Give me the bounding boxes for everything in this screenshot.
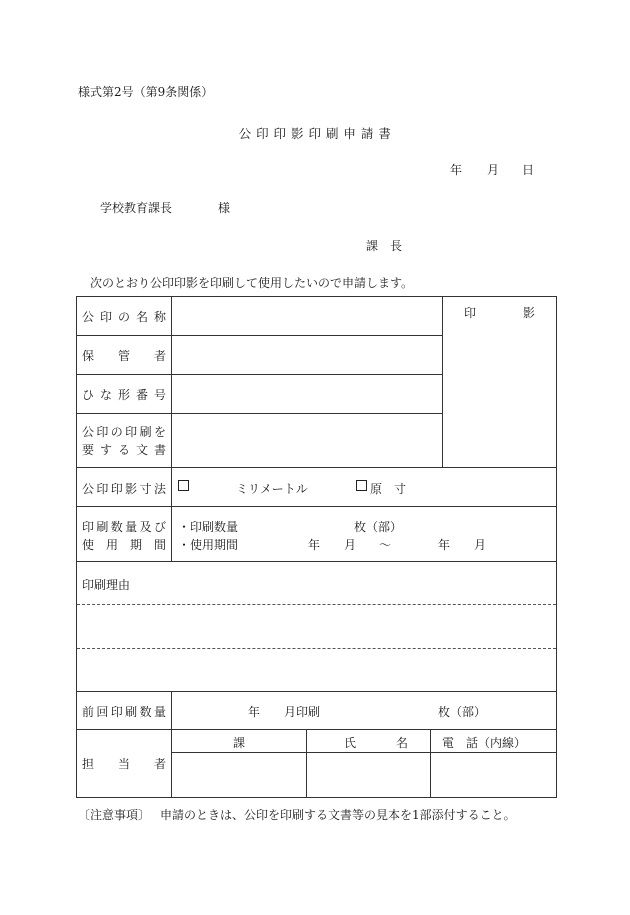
period-month-1: 月	[344, 538, 357, 552]
previous-unit: 枚（部）	[438, 705, 487, 719]
previous-month-printed: 月印刷	[284, 705, 321, 719]
staff-phone-header: 電 話（内線）	[442, 736, 527, 750]
print-quantity-label: ・印刷数量	[178, 520, 239, 534]
period-year-1: 年	[308, 538, 321, 552]
label-seal-name: 公 印 の 名 称	[82, 310, 166, 324]
label-quantity-line1: 印 刷 数 量 及 び	[82, 520, 166, 534]
period-year-2: 年	[438, 538, 451, 552]
date-year-label: 年	[450, 163, 463, 177]
staff-name-header-2: 名	[396, 736, 409, 750]
label-seal-size: 公 印 印 影 寸 法	[82, 482, 166, 496]
label-previous-quantity: 前 回 印 刷 数 量	[82, 705, 166, 719]
usage-period-label: ・使用期間	[178, 538, 239, 552]
checkbox-millimeter[interactable]	[178, 479, 192, 493]
label-custodian: 保 管 者	[82, 349, 166, 363]
label-mold-number: ひ な 形 番 号	[82, 388, 166, 402]
note-label: 〔注意事項〕	[78, 808, 151, 822]
date-month-label: 月	[487, 163, 500, 177]
seal-impression-label-1: 印	[464, 306, 477, 320]
addressee: 学校教育課長	[100, 201, 173, 215]
label-documents-line1: 公 印 の 印 刷 を	[82, 425, 166, 439]
period-month-2: 月	[474, 538, 487, 552]
previous-year: 年	[248, 705, 261, 719]
label-quantity-line2: 使 用 期 間	[82, 538, 166, 552]
label-documents-line2: 要 す る 文 書	[82, 443, 166, 457]
seal-impression-label-2: 影	[523, 306, 536, 320]
staff-name-header-1: 氏	[344, 736, 357, 750]
honorific: 様	[218, 201, 231, 215]
intro-text: 次のとおり公印印影を印刷して使用したいので申請します。	[90, 276, 414, 290]
date-day-label: 日	[522, 163, 535, 177]
actual-size-label: 原 寸	[370, 482, 407, 496]
staff-section-header: 課	[233, 736, 246, 750]
reason-label: 印刷理由	[82, 578, 131, 592]
section-chief: 課 長	[366, 239, 403, 253]
print-quantity-unit: 枚（部）	[354, 520, 403, 534]
millimeter-label: ミリメートル	[236, 482, 308, 496]
note-text: 申請のときは、公印を印刷する文書等の見本を1部添付すること。	[160, 808, 516, 822]
checkbox-actual-size[interactable]	[356, 479, 370, 493]
period-tilde: ～	[379, 538, 392, 552]
application-table	[76, 296, 557, 798]
label-staff: 担 当 者	[82, 757, 166, 771]
page-title: 公 印 印 影 印 刷 申 請 書	[238, 126, 392, 141]
form-number: 様式第2号（第9条関係）	[78, 85, 214, 99]
